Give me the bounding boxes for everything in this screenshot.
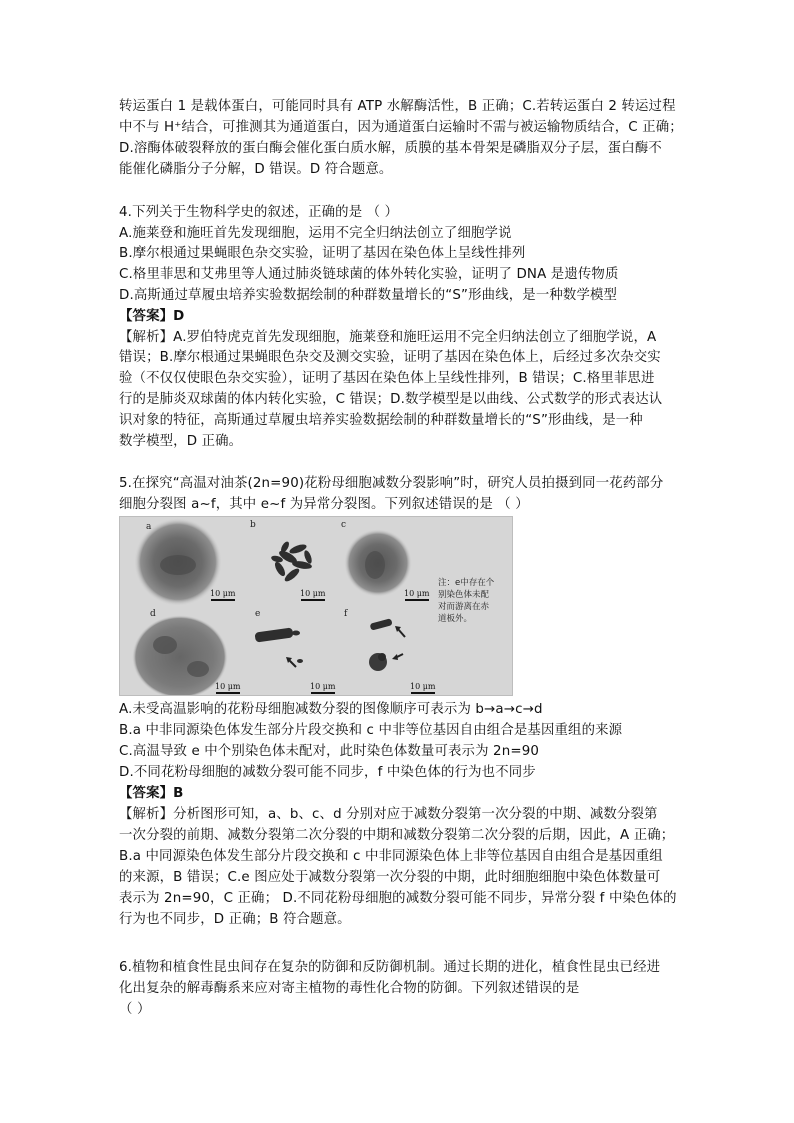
scale-bar bbox=[216, 692, 240, 694]
question-5-analysis-line: 表示为 2n=90，C 正确； D.不同花粉母细胞的减数分裂可能不同步，异常分裂 f 中染色体的 bbox=[119, 891, 677, 906]
scale-label: 10 μm bbox=[300, 589, 326, 598]
paragraph-line: 转运蛋白 1 是载体蛋白，可能同时具有 ATP 水解酶活性，B 正确；C.若转运蛋白 2 转运过程 bbox=[119, 99, 676, 114]
question-5-option-b: B.a 中非同源染色体发生部分片段交换和 c 中非等位基因自由组合是基因重组的来源 bbox=[119, 723, 623, 738]
scale-bar bbox=[405, 599, 429, 601]
question-4-option-b: B.摩尔根通过果蝇眼色杂交实验，证明了基因在染色体上呈线性排列 bbox=[119, 246, 526, 261]
scale-bar bbox=[301, 599, 325, 601]
cell-d-image bbox=[132, 615, 228, 695]
paragraph-line: 能催化磷脂分子分解，D 错误。D 符合题意。 bbox=[119, 162, 393, 177]
figure-note: 注：e中存在个 别染色体未配 对而游离在赤 道板外。 bbox=[438, 578, 495, 624]
question-5-option-c: C.高温导致 e 中个别染色体未配对，此时染色体数量可表示为 2n=90 bbox=[119, 744, 540, 759]
scale-label: 10 μm bbox=[404, 589, 430, 598]
question-5-analysis-line: B.a 中同源染色体发生部分片段交换和 c 中非同源染色体上非等位基因自由组合是基因重组 bbox=[119, 849, 663, 864]
question-4-option-c: C.格里菲思和艾弗里等人通过肺炎链球菌的体外转化实验，证明了 DNA 是遗传物质 bbox=[119, 267, 619, 282]
panel-label-d: d bbox=[150, 609, 156, 619]
cell-e-image bbox=[254, 627, 303, 667]
scale-label: 10 μm bbox=[210, 589, 236, 598]
scale-bar bbox=[311, 692, 335, 694]
question-5-analysis-line: 的来源，B 错误；C.e 图应处于减数分裂第一次分裂的中期，此时细胞细胞中染色体数量可 bbox=[119, 870, 661, 885]
question-4-option-a: A.施莱登和施旺首先发现细胞，运用不完全归纳法创立了细胞学说 bbox=[119, 226, 512, 241]
question-5-analysis-line: 行为也不同步，D 正确；B 符合题意。 bbox=[119, 912, 351, 927]
panel-label-e: e bbox=[255, 609, 261, 619]
question-5-answer: 【答案】B bbox=[119, 786, 184, 801]
question-4-analysis-line: 识对象的特征，高斯通过草履虫培养实验数据绘制的种群数量增长的“S”形曲线，是一种 bbox=[119, 413, 643, 428]
scale-label: 10 μm bbox=[310, 682, 336, 691]
question-4-stem: 4.下列关于生物科学史的叙述，正确的是 （ ） bbox=[119, 205, 399, 220]
question-4-answer: 【答案】D bbox=[119, 309, 185, 324]
question-4-analysis-line: 行的是肺炎双球菌的体内转化实验，C 错误；D.数学模型是以曲线、公式数学的形式表达认 bbox=[119, 392, 663, 407]
panel-label-a: a bbox=[146, 522, 152, 532]
paragraph-line: D.溶酶体破裂释放的蛋白酶会催化蛋白质水解，质膜的基本骨架是磷脂双分子层，蛋白酶不 bbox=[119, 141, 662, 156]
panel-label-f: f bbox=[344, 609, 348, 619]
question-4-analysis-line: 数学模型，D 正确。 bbox=[119, 434, 243, 449]
question-4-option-d: D.高斯通过草履虫培养实验数据绘制的种群数量增长的“S”形曲线，是一种数学模型 bbox=[119, 288, 618, 303]
question-4-analysis-line: 错误；B.摩尔根通过果蝇眼色杂交及测交实验，证明了基因在染色体上，后经过多次杂交实 bbox=[119, 350, 661, 365]
question-5-stem: 5.在探究“高温对油茶(2n=90)花粉母细胞减数分裂影响”时，研究人员拍摄到同一花药部分 bbox=[119, 476, 664, 491]
question-5-analysis-line: 【解析】分析图形可知，a、b、c、d 分别对应于减数分裂第一次分裂的中期、减数分裂第 bbox=[119, 807, 658, 822]
question-5-option-d: D.不同花粉母细胞的减数分裂可能不同步，f 中染色体的行为也不同步 bbox=[119, 765, 536, 780]
scale-bar bbox=[411, 692, 435, 694]
scale-label: 10 μm bbox=[410, 682, 436, 691]
question-6-stem: （ ） bbox=[119, 1002, 151, 1017]
cell-division-figure bbox=[119, 516, 513, 696]
scale-bar bbox=[211, 599, 235, 601]
question-6-stem: 化出复杂的解毒酶系来应对寄主植物的毒性化合物的防御。下列叙述错误的是 bbox=[119, 981, 580, 996]
scale-label: 10 μm bbox=[215, 682, 241, 691]
question-5-option-a: A.未受高温影响的花粉母细胞减数分裂的图像顺序可表示为 b→a→c→d bbox=[119, 702, 543, 717]
question-5-stem: 细胞分裂图 a~f，其中 e~f 为异常分裂图。下列叙述错误的是 （ ） bbox=[119, 497, 529, 512]
cell-b-image bbox=[270, 540, 313, 583]
paragraph-line: 中不与 H⁺结合，可推测其为通道蛋白，因为通道蛋白运输时不需与被运输物质结合，C 正确； bbox=[119, 120, 683, 135]
question-4-analysis-line: 【解析】A.罗伯特虎克首先发现细胞，施莱登和施旺运用不完全归纳法创立了细胞学说，A bbox=[119, 330, 657, 345]
panel-label-c: c bbox=[341, 520, 347, 530]
question-6-stem: 6.植物和植食性昆虫间存在复杂的防御和反防御机制。通过长期的进化，植食性昆虫已经进 bbox=[119, 960, 661, 975]
panel-label-b: b bbox=[250, 520, 256, 530]
question-5-analysis-line: 一次分裂的前期、减数分裂第二次分裂的中期和减数分裂第二次分裂的后期，因此，A 正确； bbox=[119, 828, 675, 843]
cell-f-image bbox=[369, 618, 405, 671]
question-4-analysis-line: 验（不仅仅使眼色杂交实验），证明了基因在染色体上呈线性排列，B 错误；C.格里菲思进 bbox=[119, 371, 655, 386]
